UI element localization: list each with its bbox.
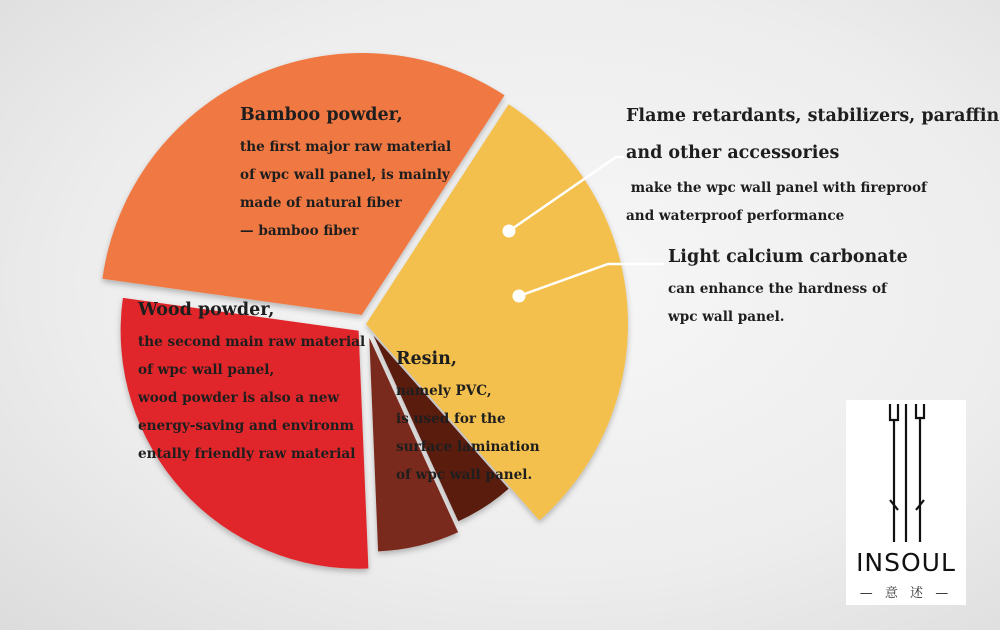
resin-desc-line: namely PVC, (396, 382, 492, 399)
accessories-desc-line: make the wpc wall panel with fireproof (626, 180, 927, 196)
calcium-title: Light calcium carbonate (668, 247, 908, 267)
leader-dot-calcium (513, 290, 526, 303)
logo-mark-icon (846, 400, 966, 550)
wood-desc-line: the second main raw material (138, 333, 366, 350)
bamboo-desc-line: — bamboo fiber (240, 222, 359, 239)
wood-desc-line: of wpc wall panel, (138, 361, 275, 378)
wood-desc-line: wood powder is also a new (138, 389, 340, 406)
accessories-title-line: and other accessories (626, 143, 840, 163)
wood-annotation (138, 299, 365, 468)
bamboo-desc-line: made of natural fiber (240, 194, 402, 211)
calcium-desc-line: wpc wall panel. (668, 308, 785, 325)
bamboo-annotation (240, 104, 451, 245)
calcium-desc-line: can enhance the hardness of (668, 280, 887, 297)
wood-title: Wood powder, (138, 300, 275, 320)
calcium-annotation (668, 246, 908, 331)
leader-dot-accessories (503, 225, 516, 238)
brand-logo (846, 400, 966, 605)
logo-text: INSOUL (856, 548, 956, 577)
resin-desc-line: is used for the (396, 410, 506, 427)
resin-desc-line: of wpc wall panel. (396, 466, 533, 483)
logo-subtext: — 意 述 — (859, 586, 953, 601)
wood-desc-line: entally friendly raw material (138, 445, 356, 462)
bamboo-desc-line: of wpc wall panel, is mainly (240, 166, 450, 183)
bamboo-desc-line: the first major raw material (240, 138, 452, 155)
resin-title: Resin, (396, 349, 457, 369)
accessories-title-line: Flame retardants, stabilizers, paraffin (626, 106, 1000, 126)
accessories-desc-line: and waterproof performance (626, 208, 845, 224)
wood-desc-line: energy-saving and environm (138, 417, 355, 434)
resin-annotation (396, 348, 540, 489)
bamboo-title: Bamboo powder, (240, 105, 403, 125)
accessories-annotation (626, 98, 999, 230)
resin-desc-line: surface lamination (396, 438, 540, 455)
